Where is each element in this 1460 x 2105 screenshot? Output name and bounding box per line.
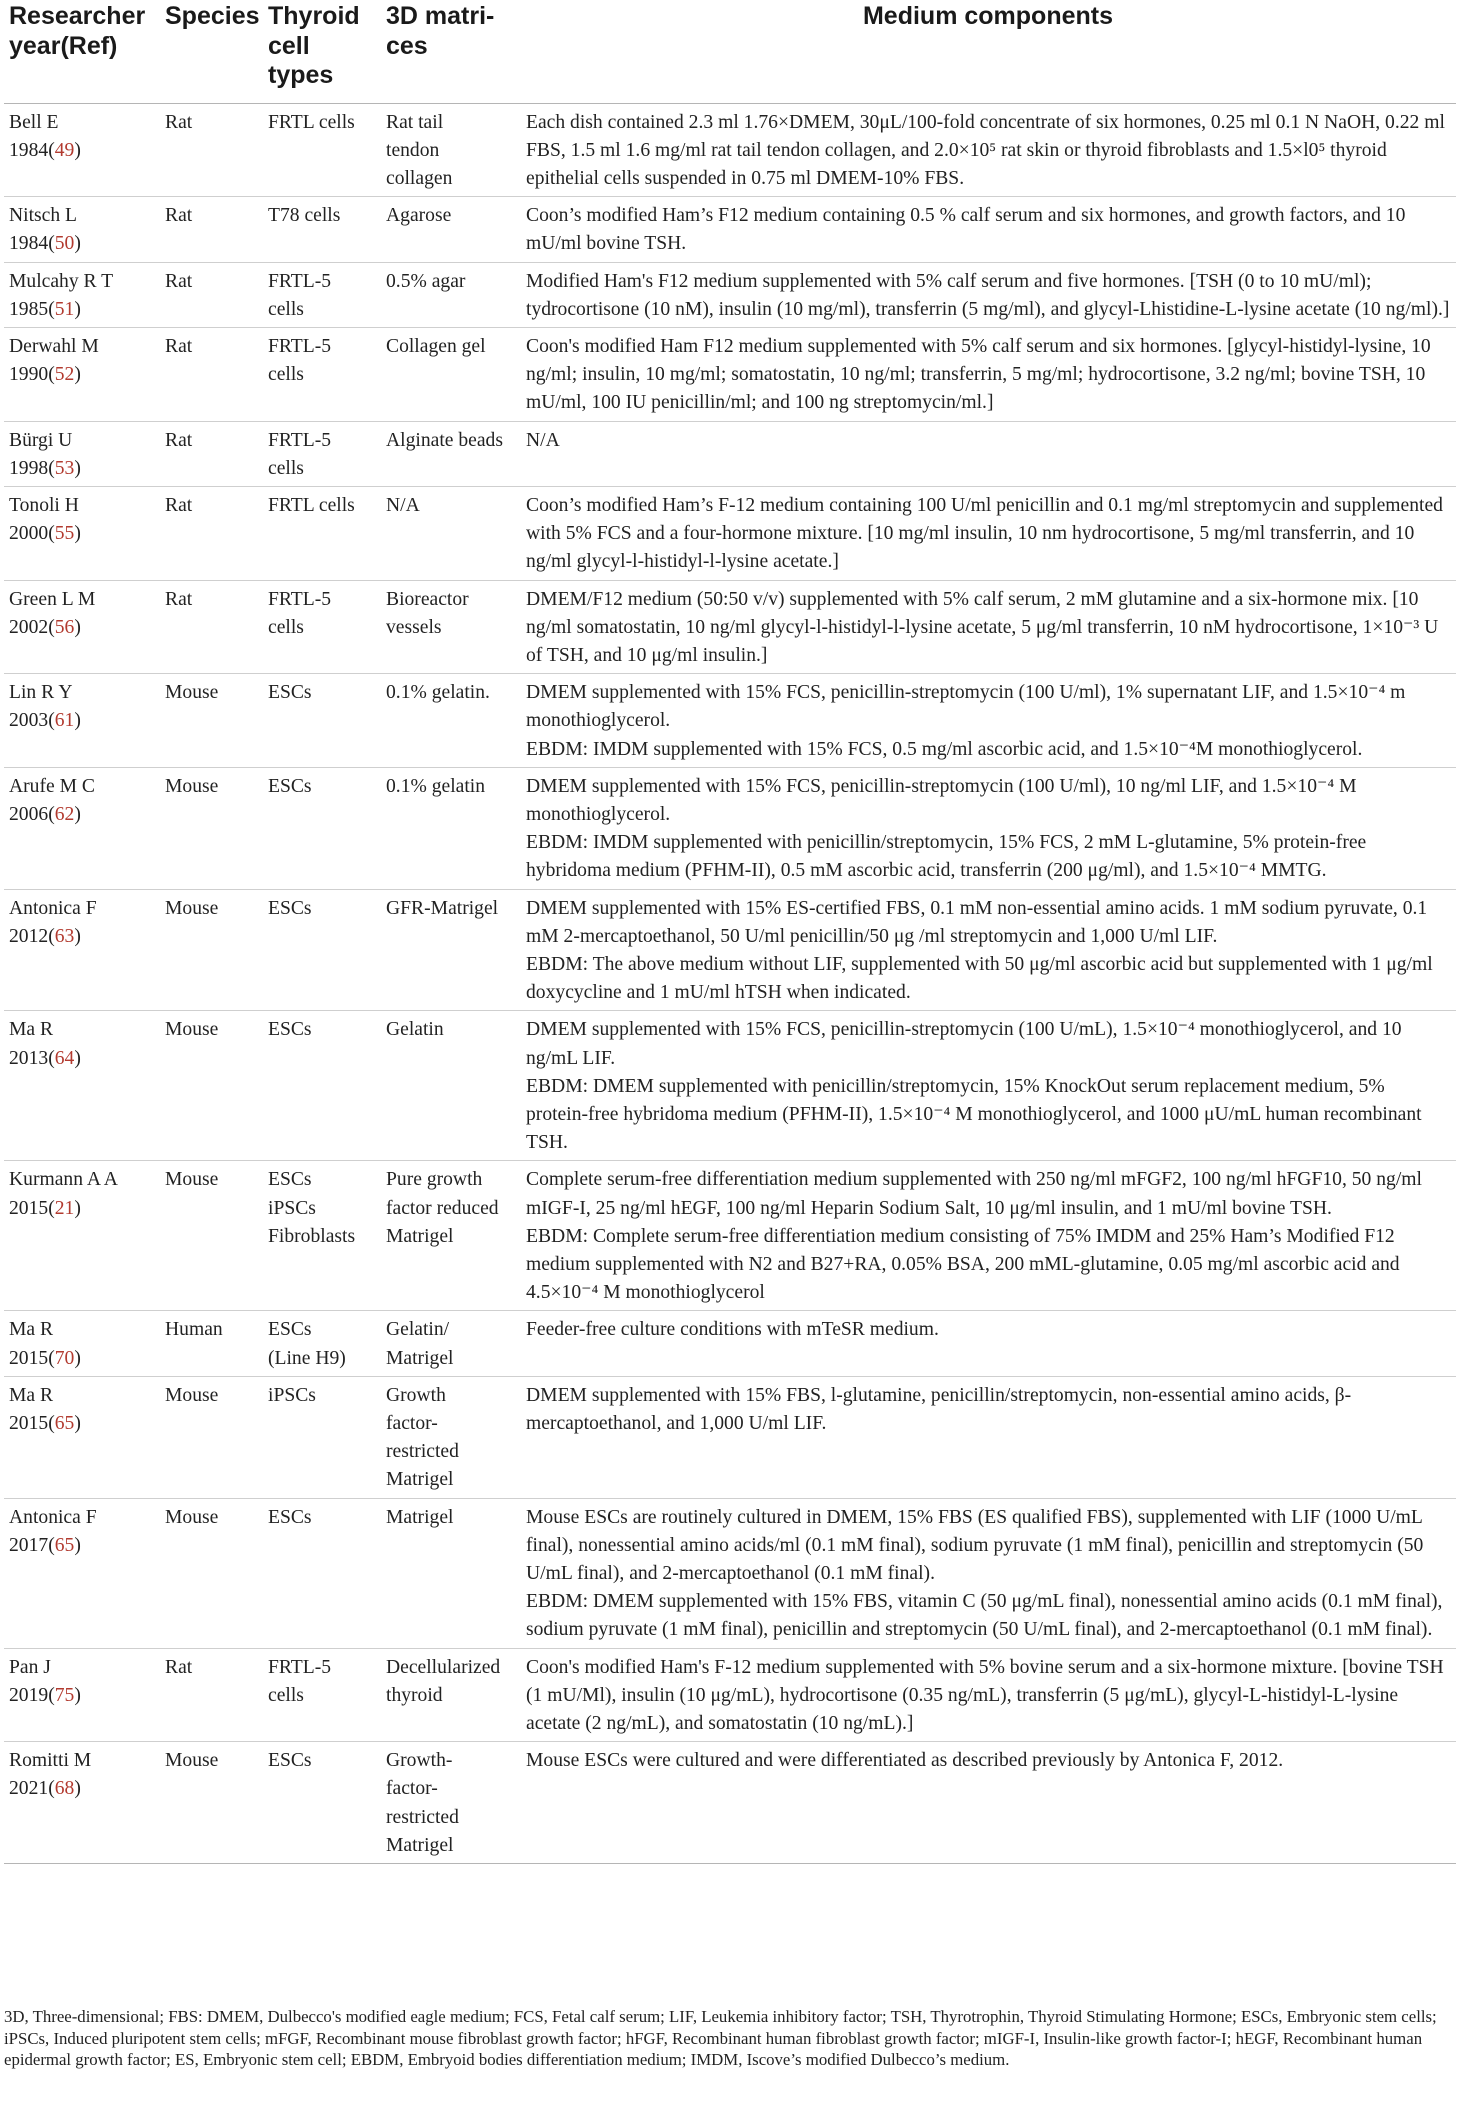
cell-type-line: ESCs bbox=[268, 682, 312, 704]
matrix-line: restricted bbox=[386, 1806, 459, 1828]
researcher-name: Derwahl M bbox=[9, 335, 99, 357]
researcher-year-ref: 2012(63) bbox=[9, 925, 81, 947]
cell-type-line: iPSCs bbox=[268, 1197, 316, 1219]
reference-link[interactable]: 50 bbox=[54, 233, 75, 255]
medium-paragraph: Coon's modified Ham's F-12 medium supplemented with 5% bovine serum and a six-hormone mixture. [bovine TSH (1 mU/Ml), insulin (10 μg/mL), hydrocortisone (0.35 ng/mL), transferrin (5 μg/mL), glycyl-L-histidyl-L-lysine acetate (2 ng/mL), and somatostatin (10 ng/mL).] bbox=[526, 1656, 1444, 1735]
medium-paragraph: Mouse ESCs are routinely cultured in DMEM, 15% FBS (ES qualified FBS), supplemented with LIF (1000 U/mL final), nonessential amino acids/ml (0.1 mM final), sodium pyruvate (1 mM final), penicillin and streptomycin (50 U/mL final), and 2-mercaptoethanol (0.1 mM final). bbox=[526, 1506, 1424, 1585]
cell-type-line: (Line H9) bbox=[268, 1347, 346, 1369]
researcher-year-ref: 1998(53) bbox=[9, 457, 81, 479]
matrix-line: collagen bbox=[386, 167, 453, 189]
cell-thyroid-cell-types bbox=[263, 767, 381, 889]
researcher-name: Romitti M bbox=[9, 1750, 92, 1772]
matrix-line: factor- bbox=[386, 1778, 438, 1800]
table-row bbox=[4, 1011, 1456, 1161]
matrix-line: Bioreactor bbox=[386, 588, 469, 610]
table-footnote: 3D, Three-dimensional; FBS: DMEM, Dulbecco's modified eagle medium; FCS, Fetal calf serum; LIF, Leukemia inhibitory factor; TSH, Thyrotrophin, Thyroid Stimulating Hormone; ESCs, Embryonic stem cells; iPSCs, Induced pluripotent stem cells; mFGF, Recombinant mouse fibroblast growth factor; hFGF, Recombinant human fibroblast growth factor; mIGF-I, Insulin-like growth factor-I; hEGF, Recombinant human epidermal growth factor; ES, Embryonic stem cell; EBDM, Embryoid bodies differentiation medium; IMDM, Iscove’s modified Dulbecco’s medium. bbox=[4, 2007, 1437, 2070]
cell-medium-components bbox=[521, 767, 1456, 889]
cell-medium-components bbox=[521, 103, 1456, 197]
cell-species: Mouse bbox=[160, 1011, 263, 1161]
cell-type-line: FRTL-5 bbox=[268, 429, 332, 451]
year: 2019 bbox=[9, 1684, 49, 1706]
cell-type-line: ESCs bbox=[268, 775, 312, 797]
cell-type-line: iPSCs bbox=[268, 1384, 316, 1406]
year: 2002 bbox=[9, 616, 49, 638]
cell-type-line: ESCs bbox=[268, 1169, 312, 1191]
year: 2017 bbox=[9, 1534, 49, 1556]
matrix-line: thyroid bbox=[386, 1684, 443, 1706]
cell-medium-components bbox=[521, 327, 1456, 421]
cell-medium-components bbox=[521, 1161, 1456, 1311]
cell-medium-components bbox=[521, 1742, 1456, 1864]
table-row bbox=[4, 1311, 1456, 1376]
matrix-line: restricted bbox=[386, 1441, 459, 1463]
table-row bbox=[4, 197, 1456, 262]
table-header-row bbox=[4, 0, 1456, 103]
cell-3d-matrices bbox=[381, 674, 521, 768]
cell-researcher bbox=[4, 1011, 160, 1161]
cell-researcher bbox=[4, 1376, 160, 1498]
cell-species: Rat bbox=[160, 103, 263, 197]
cell-medium-components bbox=[521, 197, 1456, 262]
cell-researcher bbox=[4, 889, 160, 1011]
table-row bbox=[4, 889, 1456, 1011]
col-header-cell-types: Thyroid cell types bbox=[263, 0, 381, 103]
researcher-year-ref: 2006(62) bbox=[9, 803, 81, 825]
researcher-year-ref: 2000(55) bbox=[9, 523, 81, 545]
cell-3d-matrices bbox=[381, 262, 521, 327]
researcher-name: Arufe M C bbox=[9, 775, 95, 797]
researcher-year-ref: 2015(70) bbox=[9, 1347, 81, 1369]
table-body bbox=[4, 103, 1456, 1864]
reference-link[interactable]: 51 bbox=[54, 298, 75, 320]
table-row bbox=[4, 580, 1456, 674]
reference-link[interactable]: 75 bbox=[54, 1684, 75, 1706]
cell-type-line: cells bbox=[268, 298, 304, 320]
researcher-name: Mulcahy R T bbox=[9, 270, 114, 292]
medium-paragraph: Complete serum-free differentiation medium supplemented with 250 ng/ml mFGF2, 100 ng/ml hFGF10, 50 ng/ml mIGF-I, 25 ng/ml hEGF, 100 ng/ml Heparin Sodium Salt, 10 μg/ml insulin, and 1 mU/ml bovine TSH. bbox=[526, 1169, 1422, 1219]
cell-researcher bbox=[4, 327, 160, 421]
researcher-name: Antonica F bbox=[9, 897, 97, 919]
year: 2015 bbox=[9, 1197, 49, 1219]
cell-species: Mouse bbox=[160, 1376, 263, 1498]
cell-species: Mouse bbox=[160, 1742, 263, 1864]
medium-paragraph: DMEM supplemented with 15% FCS, penicillin-streptomycin (100 U/mL), 1.5×10⁻⁴ monothioglycerol, and 10 ng/mL LIF. bbox=[526, 1019, 1402, 1069]
cell-researcher bbox=[4, 1311, 160, 1376]
table-row bbox=[4, 486, 1456, 580]
researcher-year-ref: 2003(61) bbox=[9, 710, 81, 732]
year: 2000 bbox=[9, 523, 49, 545]
researcher-name: Nitsch L bbox=[9, 205, 78, 227]
cell-species: Human bbox=[160, 1311, 263, 1376]
year: 1990 bbox=[9, 364, 49, 386]
medium-paragraph: Coon’s modified Ham’s F12 medium containing 0.5 % calf serum and six hormones, and growth factors, and 10 mU/ml bovine TSH. bbox=[526, 205, 1406, 255]
medium-paragraph: EBDM: IMDM supplemented with penicillin/streptomycin, 15% FCS, 2 mM L-glutamine, 5% protein-free hybridoma medium (PFHM-II), 0.5 mM ascorbic acid, transferrin (200 μg/ml), and 1.5×10⁻⁴ MMTG. bbox=[526, 832, 1367, 882]
table-row bbox=[4, 421, 1456, 486]
matrix-line: Matrigel bbox=[386, 1506, 454, 1528]
reference-link[interactable]: 52 bbox=[54, 364, 75, 386]
cell-researcher bbox=[4, 1648, 160, 1742]
year: 1998 bbox=[9, 457, 49, 479]
cell-medium-components bbox=[521, 1498, 1456, 1648]
table-row bbox=[4, 1376, 1456, 1498]
cell-species: Rat bbox=[160, 486, 263, 580]
cell-3d-matrices bbox=[381, 1376, 521, 1498]
cell-3d-matrices bbox=[381, 1742, 521, 1864]
year: 2013 bbox=[9, 1047, 49, 1069]
year: 2003 bbox=[9, 710, 49, 732]
matrix-line: Gelatin bbox=[386, 1019, 444, 1041]
medium-paragraph: DMEM supplemented with 15% FCS, penicillin-streptomycin (100 U/ml), 1% supernatant LIF, and 1.5×10⁻⁴ m monothioglycerol. bbox=[526, 682, 1406, 732]
matrix-line: Growth bbox=[386, 1384, 446, 1406]
cell-researcher bbox=[4, 421, 160, 486]
cell-3d-matrices bbox=[381, 197, 521, 262]
cell-researcher bbox=[4, 262, 160, 327]
cell-thyroid-cell-types bbox=[263, 1161, 381, 1311]
reference-link[interactable]: 70 bbox=[54, 1347, 75, 1369]
researcher-name: Ma R bbox=[9, 1384, 54, 1406]
table-row bbox=[4, 1648, 1456, 1742]
researcher-year-ref: 2021(68) bbox=[9, 1778, 81, 1800]
medium-paragraph: EBDM: IMDM supplemented with 15% FCS, 0.5 mg/ml ascorbic acid, and 1.5×10⁻⁴M monothioglycerol. bbox=[526, 738, 1363, 760]
reference-link[interactable]: 65 bbox=[54, 1534, 75, 1556]
cell-type-line: cells bbox=[268, 364, 304, 386]
matrix-line: Pure growth bbox=[386, 1169, 483, 1191]
cell-thyroid-cell-types bbox=[263, 1011, 381, 1161]
medium-paragraph: Each dish contained 2.3 ml 1.76×DMEM, 30μL/100-fold concentrate of six hormones, 0.25 ml 0.1 N NaOH, 0.22 ml FBS, 1.5 ml 1.6 mg/ml rat tail tendon collagen, and 2.0×10⁵ rat skin or thyroid fibroblasts and 1.5×l0⁵ thyroid epithelial cells suspended in 0.75 ml DMEM-10% FBS. bbox=[526, 111, 1445, 189]
table-page bbox=[4, 0, 1456, 1864]
cell-thyroid-cell-types bbox=[263, 1648, 381, 1742]
cell-medium-components bbox=[521, 421, 1456, 486]
matrix-line: factor reduced bbox=[386, 1197, 499, 1219]
reference-link[interactable]: 68 bbox=[54, 1778, 75, 1800]
year: 1985 bbox=[9, 298, 49, 320]
medium-paragraph: Coon's modified Ham F12 medium supplemented with 5% calf serum and six hormones. [glycyl-histidyl-lysine, 10 ng/ml; insulin, 10 mg/ml; somatostatin, 10 ng/ml; transferrin, 5 mg/ml; hydrocortisone, 3.2 ng/ml; bovine TSH, 10 mU/ml, 100 IU penicillin/ml; and 100 ng streptomycin/ml.] bbox=[526, 335, 1431, 414]
cell-3d-matrices bbox=[381, 327, 521, 421]
cell-species: Mouse bbox=[160, 1161, 263, 1311]
cell-3d-matrices bbox=[381, 103, 521, 197]
medium-paragraph: EBDM: The above medium without LIF, supplemented with 50 μg/ml ascorbic acid but supplemented with 1 μg/ml doxycycline and 1 mU/ml hTSH when indicated. bbox=[526, 953, 1433, 1004]
cell-thyroid-cell-types bbox=[263, 486, 381, 580]
cell-species: Rat bbox=[160, 327, 263, 421]
researcher-name: Antonica F bbox=[9, 1506, 97, 1528]
medium-paragraph: DMEM/F12 medium (50:50 v/v) supplemented with 5% calf serum, 2 mM glutamine and a six-hormone mix. [10 ng/ml somatostatin, 10 ng/ml glycyl-l-histidyl-l-lysine acetate, 5 μg/ml transferrin, 10 nM hydrocortisone, 1×10⁻³ U of TSH, and 10 μg/ml insulin.] bbox=[526, 588, 1439, 666]
cell-type-line: ESCs bbox=[268, 1319, 312, 1341]
cell-thyroid-cell-types bbox=[263, 103, 381, 197]
table-row bbox=[4, 767, 1456, 889]
cell-type-line: ESCs bbox=[268, 1750, 312, 1772]
reference-link[interactable]: 21 bbox=[54, 1197, 75, 1219]
cell-3d-matrices bbox=[381, 1011, 521, 1161]
matrix-line: N/A bbox=[386, 494, 420, 516]
cell-medium-components bbox=[521, 1011, 1456, 1161]
matrix-line: Alginate beads bbox=[386, 429, 503, 451]
matrix-line: 0.1% gelatin. bbox=[386, 682, 490, 704]
cell-species: Rat bbox=[160, 197, 263, 262]
cell-type-line: FRTL-5 bbox=[268, 588, 332, 610]
medium-paragraph: Mouse ESCs were cultured and were differentiated as described previously by Antonica F, 2012. bbox=[526, 1750, 1284, 1772]
cell-3d-matrices bbox=[381, 1498, 521, 1648]
researcher-year-ref: 1984(50) bbox=[9, 233, 81, 255]
researcher-year-ref: 2019(75) bbox=[9, 1684, 81, 1706]
cell-researcher bbox=[4, 1161, 160, 1311]
matrix-line: Collagen gel bbox=[386, 335, 486, 357]
researcher-year-ref: 1984(49) bbox=[9, 139, 81, 161]
cell-3d-matrices bbox=[381, 767, 521, 889]
cell-thyroid-cell-types bbox=[263, 580, 381, 674]
culture-media-table bbox=[4, 0, 1456, 1864]
matrix-line: factor- bbox=[386, 1413, 438, 1435]
table-row bbox=[4, 1742, 1456, 1864]
cell-species: Rat bbox=[160, 421, 263, 486]
researcher-name: Pan J bbox=[9, 1656, 51, 1678]
researcher-name: Lin R Y bbox=[9, 682, 73, 704]
cell-thyroid-cell-types bbox=[263, 674, 381, 768]
year: 2012 bbox=[9, 925, 49, 947]
cell-3d-matrices bbox=[381, 421, 521, 486]
medium-paragraph: Modified Ham's F12 medium supplemented with 5% calf serum and five hormones. [TSH (0 to 10 mU/ml); tydrocortisone (10 nM), insulin (10 mg/ml), transferrin (5 mg/ml), and glycyl-Lhistidine-L-lysine acetate (10 ng/ml).] bbox=[526, 270, 1450, 320]
matrix-line: Matrigel bbox=[386, 1225, 454, 1247]
matrix-line: Rat tail bbox=[386, 111, 444, 133]
cell-type-line: Fibroblasts bbox=[268, 1225, 356, 1247]
cell-researcher bbox=[4, 674, 160, 768]
reference-link[interactable]: 53 bbox=[54, 457, 75, 479]
matrix-line: Matrigel bbox=[386, 1834, 454, 1856]
cell-medium-components bbox=[521, 580, 1456, 674]
researcher-year-ref: 2002(56) bbox=[9, 616, 81, 638]
cell-type-line: FRTL cells bbox=[268, 111, 355, 133]
table-row bbox=[4, 674, 1456, 768]
cell-3d-matrices bbox=[381, 1161, 521, 1311]
reference-link[interactable]: 63 bbox=[54, 925, 75, 947]
researcher-year-ref: 2013(64) bbox=[9, 1047, 81, 1069]
matrix-line: Decellularized bbox=[386, 1656, 501, 1678]
researcher-year-ref: 2015(65) bbox=[9, 1413, 81, 1435]
table-row bbox=[4, 327, 1456, 421]
table-row bbox=[4, 103, 1456, 197]
cell-type-line: ESCs bbox=[268, 897, 312, 919]
cell-thyroid-cell-types bbox=[263, 197, 381, 262]
cell-type-line: ESCs bbox=[268, 1506, 312, 1528]
matrix-line: Agarose bbox=[386, 205, 452, 227]
matrix-line: Gelatin/ bbox=[386, 1319, 450, 1341]
cell-thyroid-cell-types bbox=[263, 889, 381, 1011]
researcher-year-ref: 1985(51) bbox=[9, 298, 81, 320]
medium-paragraph: EBDM: DMEM supplemented with penicillin/streptomycin, 15% KnockOut serum replacement medium, 5% protein-free hybridoma medium (PFHM-II), 1.5×10⁻⁴ M monothioglycerol, and 1000 μU/mL human recombinant TSH. bbox=[526, 1075, 1422, 1154]
cell-researcher bbox=[4, 767, 160, 889]
col-header-species: Species bbox=[160, 0, 263, 103]
cell-species: Mouse bbox=[160, 674, 263, 768]
cell-type-line: FRTL-5 bbox=[268, 270, 332, 292]
cell-medium-components bbox=[521, 486, 1456, 580]
cell-species: Mouse bbox=[160, 1498, 263, 1648]
matrix-line: 0.5% agar bbox=[386, 270, 466, 292]
cell-thyroid-cell-types bbox=[263, 327, 381, 421]
medium-paragraph: EBDM: Complete serum-free differentiation medium consisting of 75% IMDM and 25% Ham’s Modified F12 medium supplemented with N2 and B27+RA, 0.05% BSA, 200 mML-glutamine, 0.05 mg/ml ascorbic acid and 4.5×10⁻⁴ M monothioglycerol bbox=[526, 1225, 1400, 1304]
year: 2015 bbox=[9, 1347, 49, 1369]
medium-paragraph: EBDM: DMEM supplemented with 15% FBS, vitamin C (50 μg/mL final), nonessential amino acids (0.1 mM final), sodium pyruvate (1 mM final), penicillin and streptomycin (50 U/mL final), and 2-mercaptoethanol (0.1 mM final). bbox=[526, 1591, 1443, 1641]
year: 2006 bbox=[9, 803, 49, 825]
cell-type-line: T78 cells bbox=[268, 205, 341, 227]
cell-3d-matrices bbox=[381, 580, 521, 674]
cell-3d-matrices bbox=[381, 889, 521, 1011]
cell-species: Rat bbox=[160, 262, 263, 327]
cell-thyroid-cell-types bbox=[263, 1742, 381, 1864]
medium-paragraph: DMEM supplemented with 15% ES-certified FBS, 0.1 mM non-essential amino acids. 1 mM sodium pyruvate, 0.1 mM 2-mercaptoethanol, 50 U/ml penicillin/50 μg /ml streptomycin and 1,000 U/ml LIF. bbox=[526, 897, 1428, 947]
reference-link[interactable]: 64 bbox=[54, 1047, 75, 1069]
cell-type-line: FRTL-5 bbox=[268, 335, 332, 357]
cell-species: Rat bbox=[160, 580, 263, 674]
cell-researcher bbox=[4, 1498, 160, 1648]
table-row bbox=[4, 1161, 1456, 1311]
cell-3d-matrices bbox=[381, 486, 521, 580]
medium-paragraph: Feeder-free culture conditions with mTeSR medium. bbox=[526, 1319, 939, 1341]
matrix-line: tendon bbox=[386, 139, 440, 161]
cell-medium-components bbox=[521, 1648, 1456, 1742]
cell-type-line: FRTL-5 bbox=[268, 1656, 332, 1678]
matrix-line: vessels bbox=[386, 616, 442, 638]
reference-link[interactable]: 56 bbox=[54, 616, 75, 638]
cell-type-line: FRTL cells bbox=[268, 494, 355, 516]
researcher-year-ref: 2017(65) bbox=[9, 1534, 81, 1556]
reference-link[interactable]: 65 bbox=[54, 1413, 75, 1435]
researcher-name: Ma R bbox=[9, 1319, 54, 1341]
reference-link[interactable]: 55 bbox=[54, 523, 75, 545]
researcher-year-ref: 2015(21) bbox=[9, 1197, 81, 1219]
cell-medium-components bbox=[521, 889, 1456, 1011]
col-header-medium: Medium components bbox=[521, 0, 1456, 103]
medium-paragraph: DMEM supplemented with 15% FBS, l-glutamine, penicillin/streptomycin, non-essential amino acids, β-mercaptoethanol, and 1,000 U/ml LIF. bbox=[526, 1384, 1352, 1435]
col-header-researcher: Researcher year(Ref) bbox=[4, 0, 160, 103]
cell-thyroid-cell-types bbox=[263, 1311, 381, 1376]
medium-paragraph: DMEM supplemented with 15% FCS, penicillin-streptomycin (100 U/ml), 10 ng/ml LIF, and 1.5×10⁻⁴ M monothioglycerol. bbox=[526, 775, 1357, 825]
matrix-line: Matrigel bbox=[386, 1347, 454, 1369]
cell-medium-components bbox=[521, 1376, 1456, 1498]
researcher-name: Bell E bbox=[9, 111, 59, 133]
researcher-name: Kurmann A A bbox=[9, 1169, 118, 1191]
cell-type-line: cells bbox=[268, 1684, 304, 1706]
cell-researcher bbox=[4, 103, 160, 197]
researcher-name: Ma R bbox=[9, 1019, 54, 1041]
year: 1984 bbox=[9, 139, 49, 161]
table-row bbox=[4, 262, 1456, 327]
cell-researcher bbox=[4, 197, 160, 262]
reference-link[interactable]: 62 bbox=[54, 803, 75, 825]
cell-3d-matrices bbox=[381, 1311, 521, 1376]
table-row bbox=[4, 1498, 1456, 1648]
cell-thyroid-cell-types bbox=[263, 1376, 381, 1498]
cell-researcher bbox=[4, 486, 160, 580]
year: 2021 bbox=[9, 1778, 49, 1800]
reference-link[interactable]: 61 bbox=[54, 710, 75, 732]
cell-researcher bbox=[4, 580, 160, 674]
cell-thyroid-cell-types bbox=[263, 421, 381, 486]
cell-medium-components bbox=[521, 674, 1456, 768]
cell-species: Mouse bbox=[160, 889, 263, 1011]
matrix-line: 0.1% gelatin bbox=[386, 775, 486, 797]
cell-species: Rat bbox=[160, 1648, 263, 1742]
cell-3d-matrices bbox=[381, 1648, 521, 1742]
researcher-year-ref: 1990(52) bbox=[9, 364, 81, 386]
reference-link[interactable]: 49 bbox=[54, 139, 75, 161]
year: 1984 bbox=[9, 233, 49, 255]
col-header-matrices: 3D matri- ces bbox=[381, 0, 521, 103]
researcher-name: Tonoli H bbox=[9, 494, 79, 516]
cell-medium-components bbox=[521, 262, 1456, 327]
researcher-name: Green L M bbox=[9, 588, 96, 610]
cell-species: Mouse bbox=[160, 767, 263, 889]
year: 2015 bbox=[9, 1413, 49, 1435]
matrix-line: Growth- bbox=[386, 1750, 453, 1772]
medium-paragraph: Coon’s modified Ham’s F-12 medium containing 100 U/ml penicillin and 0.1 mg/ml streptomycin and supplemented with 5% FCS and a four-hormone mixture. [10 mg/ml insulin, 10 nm hydrocortisone, 5 mg/ml transferrin, and 10 ng/ml glycyl-l-histidyl-l-lysine acetate.] bbox=[526, 494, 1443, 573]
researcher-name: Bürgi U bbox=[9, 429, 73, 451]
cell-type-line: cells bbox=[268, 457, 304, 479]
cell-type-line: cells bbox=[268, 616, 304, 638]
cell-type-line: ESCs bbox=[268, 1019, 312, 1041]
cell-medium-components bbox=[521, 1311, 1456, 1376]
cell-researcher bbox=[4, 1742, 160, 1864]
cell-thyroid-cell-types bbox=[263, 1498, 381, 1648]
cell-thyroid-cell-types bbox=[263, 262, 381, 327]
matrix-line: Matrigel bbox=[386, 1469, 454, 1491]
matrix-line: GFR-Matrigel bbox=[386, 897, 499, 919]
medium-paragraph: N/A bbox=[526, 429, 560, 451]
